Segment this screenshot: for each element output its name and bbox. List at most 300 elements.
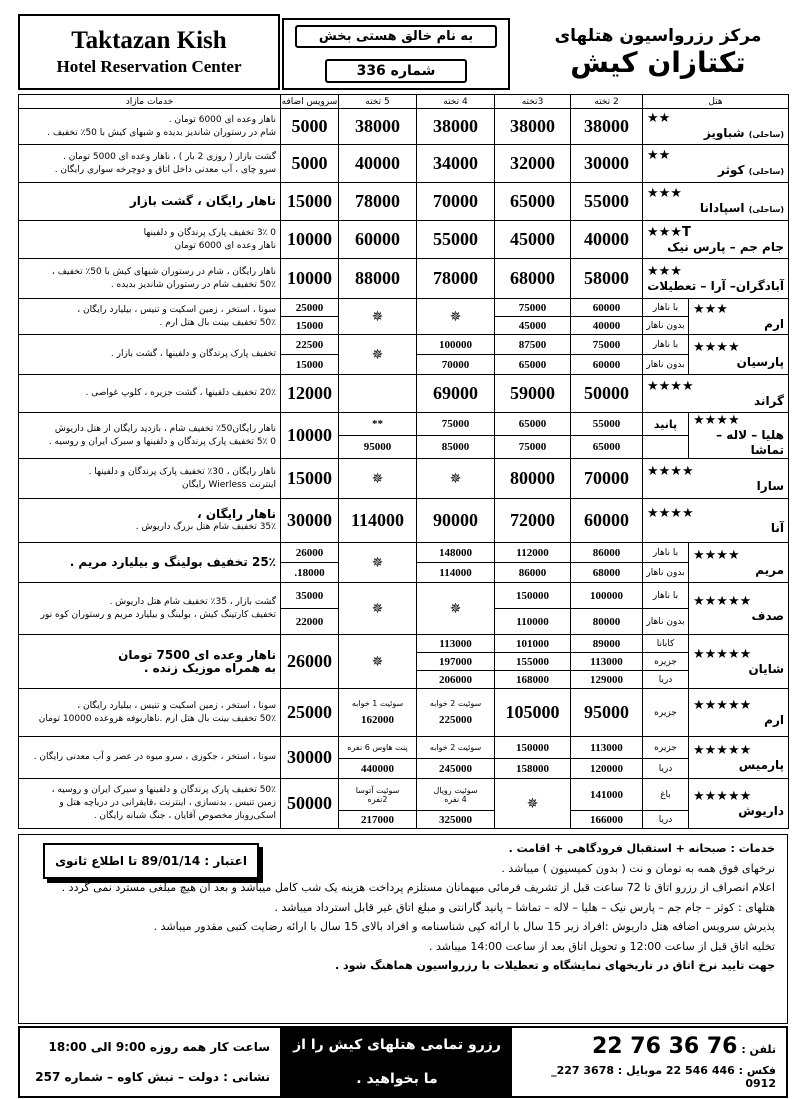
footer [18,1026,788,1098]
services-cell [19,259,281,299]
not-available-mark: ✵ [339,635,417,689]
price-3bed: 86000 [495,563,571,583]
price-2bed: 113000 [571,653,643,671]
price-3bed: 65000 [495,355,571,375]
hotel-name: مریم [755,562,784,577]
price-2bed: 120000 [571,759,643,779]
working-hours: ساعت کار همه روزه 9:00 الی 18:00 [48,1040,270,1054]
services-cell [19,583,281,635]
services-cell [19,221,281,259]
star-rating: ★★★★★ [693,788,752,804]
price-4bed: 55000 [417,221,495,259]
price-3bed: 68000 [495,259,571,299]
service-line: ناهار رایگان50٪ تخفیف شام ، بازدید رایگان از هتل داریوش [54,423,276,434]
english-title-box [18,14,280,90]
hotel-name: گراند [754,393,784,408]
col-5bed: 5 تخته [339,95,417,109]
room-type-label: جزیره [643,737,689,759]
fax-mobile: فکس : 446 546 22 موبایل : 3678 227_ 0912 [551,1063,776,1090]
suite-label [339,779,417,811]
price-2bed: 68000 [571,563,643,583]
price-3bed: 45000 [495,221,571,259]
service-line: سرو چای ، آب معدنی داخل اتاق و دوچرخه سواری رایگان . [54,164,276,175]
hotel-name: ارم [764,712,784,727]
hotel-tag: (ساحلی) [748,130,784,139]
suite-label: سوئیت 1 خوابه [351,699,404,708]
table-row [19,145,789,183]
room-type-label: با ناهار [643,335,689,355]
price-2bed: 40000 [571,317,643,335]
hotel-cell [689,299,789,335]
price-3bed: 150000 [495,737,571,759]
hotel-name: شایان [748,661,784,676]
table-row [19,259,789,299]
note-line: جهت تایید نرخ اتاق در تاریخهای نمایشگاه و تعطیلات با رزرواسیون هماهنگ شود . [335,959,775,972]
room-type-label: جزیره [643,689,689,737]
star-rating: ★★★★ [647,505,694,521]
room-type-label: کابانا [643,635,689,653]
price-extra: 50000 [281,779,339,829]
price-2bed: 58000 [571,259,643,299]
note-line: نرخهای فوق همه به تومان و نت ( بدون کمیسیون ) میباشد . [501,861,775,875]
price-2bed: 129000 [571,671,643,689]
note-line: هتلهای : کوثر – جام جم – پارس نیک – هلیا – لاله – تماشا – پانید گارانتی و مبلغ اتاق غیر قابل استرداد میباشد . [274,900,775,914]
services-cell [19,689,281,737]
hotel-cell [643,145,789,183]
hotel-tag: (ساحلی) [748,205,784,214]
table-row [19,413,789,436]
service-line: 35٪ تخفیف شام هتل بزرگ داریوش . [135,521,276,532]
contact-info [512,1028,786,1096]
price-4bed: 85000 [417,436,495,459]
price-5bed [339,375,417,413]
price-extra: 10000 [281,413,339,459]
col-3bed: 3تخته [495,95,571,109]
table-row [19,635,789,653]
price-2bed: 55000 [571,413,643,436]
price-2bed: 113000 [571,737,643,759]
price-extra: 10000 [281,221,339,259]
star-rating: ★★★★ [647,463,694,479]
price-3bed: 75000 [495,299,571,317]
price-3bed: 105000 [495,689,571,737]
not-available-mark: ✵ [339,299,417,335]
hotel-cell [643,375,789,413]
price-2bed: 60000 [571,355,643,375]
star-rating: T★★★ [647,224,691,240]
not-available-mark: ✵ [417,299,495,335]
price-4bed: 114000 [417,563,495,583]
price-3bed: 101000 [495,635,571,653]
table-row [19,375,789,413]
note-line: خدمات : صبحانه + استقبال فرودگاهی + اقامت . [508,842,775,855]
not-available-mark: ✵ [339,543,417,583]
service-line: ناهار وعده ای 6000 تومان . [168,114,276,125]
price-3bed: 112000 [495,543,571,563]
room-type-label: با ناهار [643,583,689,609]
price-extra: 25000 [281,689,339,737]
price-extra: 15000 [281,355,339,375]
room-type-label: پانید [643,413,689,436]
hotel-cell [643,259,789,299]
promo-line: ما بخواهید . [356,1071,438,1087]
room-type-label: جزیره [643,653,689,671]
price-5bed: 78000 [339,183,417,221]
validity-box: اعتبار : 89/01/14 تا اطلاع ثانوی [43,843,259,879]
price-4bed: 34000 [417,145,495,183]
star-rating: ★★ [647,111,671,126]
hotel-cell [689,737,789,779]
price-2bed: 80000 [571,609,643,635]
price-5bed [339,689,417,737]
not-available-mark: ✵ [495,779,571,829]
service-line: سونا ، استخر ، زمین اسکیت و تنیس ، بیلیارد رایگان ، [77,700,276,711]
hotel-name: اسپادانا [699,201,745,215]
hotel-cell [643,459,789,499]
office-info [20,1028,282,1096]
english-subtitle: Hotel Reservation Center [56,57,242,76]
price-4bed: 206000 [417,671,495,689]
price-2bed: 166000 [571,811,643,829]
col-4bed: 4 تخته [417,95,495,109]
service-line: ناهار وعده ای 7500 تومان [118,647,276,662]
price-3bed: 155000 [495,653,571,671]
star-rating: ★★★ [647,186,682,201]
table-row [19,183,789,221]
services-cell [19,499,281,543]
persian-title-box [530,14,786,90]
services-cell [19,183,281,221]
col-2bed: 2 تخته [571,95,643,109]
service-line: 50٪ تخفیف پارک پرندگان و دلفینها و سیرک ایران و روسیه ، [51,785,276,795]
address: نشانی : دولت – نبش کاوه – شماره 257 [35,1070,270,1084]
service-line: 50٪ تخفیف بینت بال هتل ارم .ناهاربوفه هروعده 10000 تومان [38,713,276,724]
price-5bed: 40000 [339,145,417,183]
service-line: ناهار رایگان ، گشت بازار [129,194,276,208]
service-line: 0 3٪ تخفیف پارک پرندگان و دلفینها [143,227,276,238]
price-4bed: 75000 [417,413,495,436]
star-rating: ★★★★ [647,378,694,394]
price-3bed: 75000 [495,436,571,459]
hotel-name: پارسیان [736,354,784,369]
hotel-cell [689,689,789,737]
price-2bed: 86000 [571,543,643,563]
table-row [19,737,789,759]
star-rating: ★★★★★ [693,697,752,713]
price-4bed: 148000 [417,543,495,563]
suite-label-line: سوئیت آتوسا [355,785,400,795]
price-5bed: 88000 [339,259,417,299]
service-line: گشت بازار ( روزی 2 بار ) ، ناهار وعده ای 5000 تومان . [62,151,276,162]
service-line: گشت بازار ، 35٪ تخفیف شام هتل داریوش . [109,596,276,607]
notes-list [45,839,775,976]
service-line: 50٪ تخفیف شام در رستوران شاندیز بدیده . [110,279,276,290]
hotel-cell [643,109,789,145]
price-5bed: 440000 [339,759,417,779]
note-line: اعلام انصراف از رزرو اتاق تا 72 ساعت قبل از تشریف فرمائی میهمانان مستلزم پرداخت هزینه یک شب کامل میباشد و بعد آن هیچ مبلغی مسترد نمی گردد . [61,881,775,894]
services-cell [19,459,281,499]
price-3bed: 72000 [495,499,571,543]
table-row [19,779,789,811]
price-4bed: 78000 [417,259,495,299]
hotel-price-table [18,94,789,829]
not-available-mark: ✵ [417,583,495,635]
price-extra: 12000 [281,375,339,413]
services-cell [19,543,281,583]
suite-label: سوئیت 2 خوابه [417,737,495,759]
price-extra: 26000 [281,543,339,563]
hotel-cell [689,779,789,829]
service-line: ناهار رایگان ، شام در رستوران شبهای کیش با 50٪ تخفیف ، [51,266,276,277]
price-3bed: 59000 [495,375,571,413]
star-rating: ★★★★★ [693,646,752,662]
service-line: ناهار رایگان ، [197,506,276,521]
room-type-label: دریا [643,671,689,689]
suite-label [417,779,495,811]
price-5bed: 217000 [339,811,417,829]
price-3bed: 32000 [495,145,571,183]
not-available-mark: ✵ [339,583,417,635]
price-2bed: 70000 [571,459,643,499]
header [10,8,790,92]
persian-title-line2: تکتازان کیش [570,45,746,79]
price-extra: 18000. [281,563,339,583]
price-2bed: 55000 [571,183,643,221]
table-row [19,543,789,563]
promo-line: رزرو تمامی هتلهای کیش را از [293,1037,501,1053]
hotel-name: سارا [756,478,784,493]
star-rating: ★★★★ [693,547,740,563]
price-2bed: 95000 [571,689,643,737]
price-3bed: 80000 [495,459,571,499]
price-extra: 22500 [281,335,339,355]
star-rating: ★★★ [693,301,728,317]
service-line: سونا ، استخر ، جکوزی ، سرو میوه در عصر و آب معدنی رایگان . [33,752,276,762]
price-5bed: 114000 [339,499,417,543]
hotel-cell [643,499,789,543]
phone-label: تلفن : [741,1043,776,1057]
note-line: تخلیه اتاق قبل از ساعت 12:00 و تحویل اتاق بعد از ساعت 14:00 میباشد . [429,939,775,953]
star-rating: ★★★★★ [693,593,752,609]
star-rating: ★★★ [647,263,682,279]
table-row [19,335,789,355]
price-4bed: 90000 [417,499,495,543]
invocation: به نام خالق هستی بخش [295,25,497,48]
price-extra: 15000 [281,183,339,221]
price-3bed: 110000 [495,609,571,635]
notes-section [18,834,788,1024]
price-2bed: 60000 [571,499,643,543]
price-5bed: 38000 [339,109,417,145]
price-list-page [10,8,790,1094]
price-extra: 5000 [281,109,339,145]
price-2bed: 40000 [571,221,643,259]
room-type-label: دریا [643,811,689,829]
price-5bed: ** [339,413,417,436]
price-2bed: 65000 [571,436,643,459]
suite-label-line: 4 نفره [444,794,467,804]
room-type-label: با ناهار [643,299,689,317]
services-cell [19,737,281,779]
room-type-label: با ناهار [643,543,689,563]
price-extra: 26000 [281,635,339,689]
services-cell [19,779,281,829]
price-extra: 22000 [281,609,339,635]
price-2bed: 100000 [571,583,643,609]
services-cell [19,335,281,375]
hotel-name: کوثر [718,163,745,177]
price-4bed: 113000 [417,635,495,653]
hotel-name: آبادگران– آرا – تعطیلات [647,278,784,293]
price-extra: 25000 [281,299,339,317]
hotel-cell [689,335,789,375]
price-4bed: 325000 [417,811,495,829]
suite-label: پنت هاوس 6 نفره [339,737,417,759]
room-type-label: بدون ناهار [643,563,689,583]
suite-label: سوئیت 2 خوابه [429,699,482,708]
suite-label-line: 2نفره [367,794,388,804]
price-extra: 30000 [281,499,339,543]
price-2bed: 89000 [571,635,643,653]
service-line: زمین تنیس ، بدنسازی ، اینترنت ،قایقرانی در دریاچه هتل و [59,798,276,808]
price-5bed: 60000 [339,221,417,259]
room-type-label: بدون ناهار [643,609,689,635]
room-type-label [643,436,689,459]
hotel-cell [689,543,789,583]
price-3bed: 158000 [495,759,571,779]
promo-box [282,1028,512,1096]
hotel-cell [689,635,789,689]
suite-price: 162000 [361,714,394,726]
hotel-cell [643,221,789,259]
table-row [19,689,789,737]
hotel-name: آنا [770,520,784,535]
hotel-name: هلیا – لاله – تماشا [716,428,784,457]
table-row [19,459,789,499]
room-type-label: دریا [643,759,689,779]
price-extra: 15000 [281,459,339,499]
suite-label-line: سوئیت رویال [433,785,478,795]
price-4bed: 245000 [417,759,495,779]
price-4bed: 197000 [417,653,495,671]
price-4bed [417,689,495,737]
price-2bed: 60000 [571,299,643,317]
hotel-cell [643,183,789,221]
price-2bed: 75000 [571,335,643,355]
table-row [19,499,789,543]
service-line: تخفیف کارتینگ کیش ، بولینگ و بیلیارد مریم و رستوران کوه نور [40,609,276,620]
price-extra: 10000 [281,259,339,299]
price-extra: 15000 [281,317,339,335]
not-available-mark: ✵ [339,335,417,375]
hotel-name: جام جم – پارس نیک [667,239,784,254]
price-3bed: 150000 [495,583,571,609]
price-3bed: 45000 [495,317,571,335]
price-2bed: 50000 [571,375,643,413]
service-line: 20٪ تخفیف دلفینها ، گشت جزیره ، کلوپ غواصی . [85,388,276,398]
star-rating: ★★★★ [693,339,740,355]
services-cell [19,375,281,413]
price-4bed: 38000 [417,109,495,145]
service-line: ناهار وعده ای 6000 تومان [174,240,276,251]
service-line: شام در رستوران شاندیز بدیده و شبهای کیش با 50٪ تخفیف . [47,127,276,138]
star-rating: ★★ [647,148,671,163]
services-cell [19,299,281,335]
service-line: ناهار رایگان ، 30٪ تخفیف پارک پرندگان و دلفینها . [88,466,276,477]
note-line: پذیرش سرویس اضافه هتل داریوش :افراد زیر 15 سال با ارائه کپی شناسنامه و افراد بالای 15 سال با ارائه رضایت کتبی مقدور میباشد . [153,920,775,933]
services-cell [19,109,281,145]
phone-number: 76 36 76 22 [591,1034,738,1060]
price-extra: 35000 [281,583,339,609]
table-row [19,109,789,145]
star-rating: ★★★★ [693,413,740,428]
hotel-name: ارم [764,316,784,331]
price-5bed: 95000 [339,436,417,459]
price-extra: 5000 [281,145,339,183]
not-available-mark: ✵ [417,459,495,499]
col-extra: سرویس اضافه [281,96,338,107]
price-4bed: 70000 [417,183,495,221]
room-type-label: بدون ناهار [643,355,689,375]
price-3bed: 65000 [495,183,571,221]
price-2bed: 141000 [571,779,643,811]
table-header-row [19,95,789,109]
hotel-cell [689,413,789,459]
price-4bed: 70000 [417,355,495,375]
service-line: 50٪ تخفیف بینت بال هتل ارم . [159,317,276,328]
hotel-name: صدف [751,608,784,623]
issue-box [282,18,510,90]
service-line: 0 5٪ تخفیف پارک پرندگان و دلفینها و سبرک ایران و روسیه . [48,436,276,447]
table-row [19,221,789,259]
table-row [19,299,789,317]
hotel-tag: (ساحلی) [748,167,784,176]
persian-title-line1: مرکز رزرواسیون هتلهای [554,25,762,46]
price-2bed: 38000 [571,109,643,145]
hotel-name: داریوش [738,803,784,818]
price-4bed: 100000 [417,335,495,355]
service-line: اسکی‌روباز مخصوص آقایان ، جنگ شبانه رایگان . [93,811,276,821]
room-type-label: بدون ناهار [643,317,689,335]
not-available-mark: ✵ [339,459,417,499]
hotel-cell [689,583,789,635]
issue-number: شماره 336 [325,59,468,83]
service-line: تخفیف پارک پرندگان و دلفینها ، گشت بازار . [110,349,276,359]
service-line: سونا ، استخر ، زمین اسکیت و تنیس ، بیلیارد رایگان ، [77,304,276,315]
price-3bed: 87500 [495,335,571,355]
price-3bed: 38000 [495,109,571,145]
price-3bed: 168000 [495,671,571,689]
services-cell [19,413,281,459]
english-title: Taktazan Kish [71,27,227,54]
star-rating: ★★★★★ [693,742,752,758]
col-hotel: هتل [643,95,789,109]
price-2bed: 30000 [571,145,643,183]
table-row [19,583,789,609]
room-type-label: باغ [643,779,689,811]
price-4bed: 69000 [417,375,495,413]
hotel-name: شباویز [703,126,745,140]
col-services: خدمات مازاد [19,95,281,109]
price-3bed: 65000 [495,413,571,436]
services-cell [19,145,281,183]
service-line: اینترنت Wierless رایگان [181,479,276,490]
service-line: به همراه موزیک زنده . [143,660,276,675]
services-cell [19,635,281,689]
suite-price: 225000 [439,714,472,726]
hotel-name: پارمیس [738,757,784,772]
price-extra: 30000 [281,737,339,779]
